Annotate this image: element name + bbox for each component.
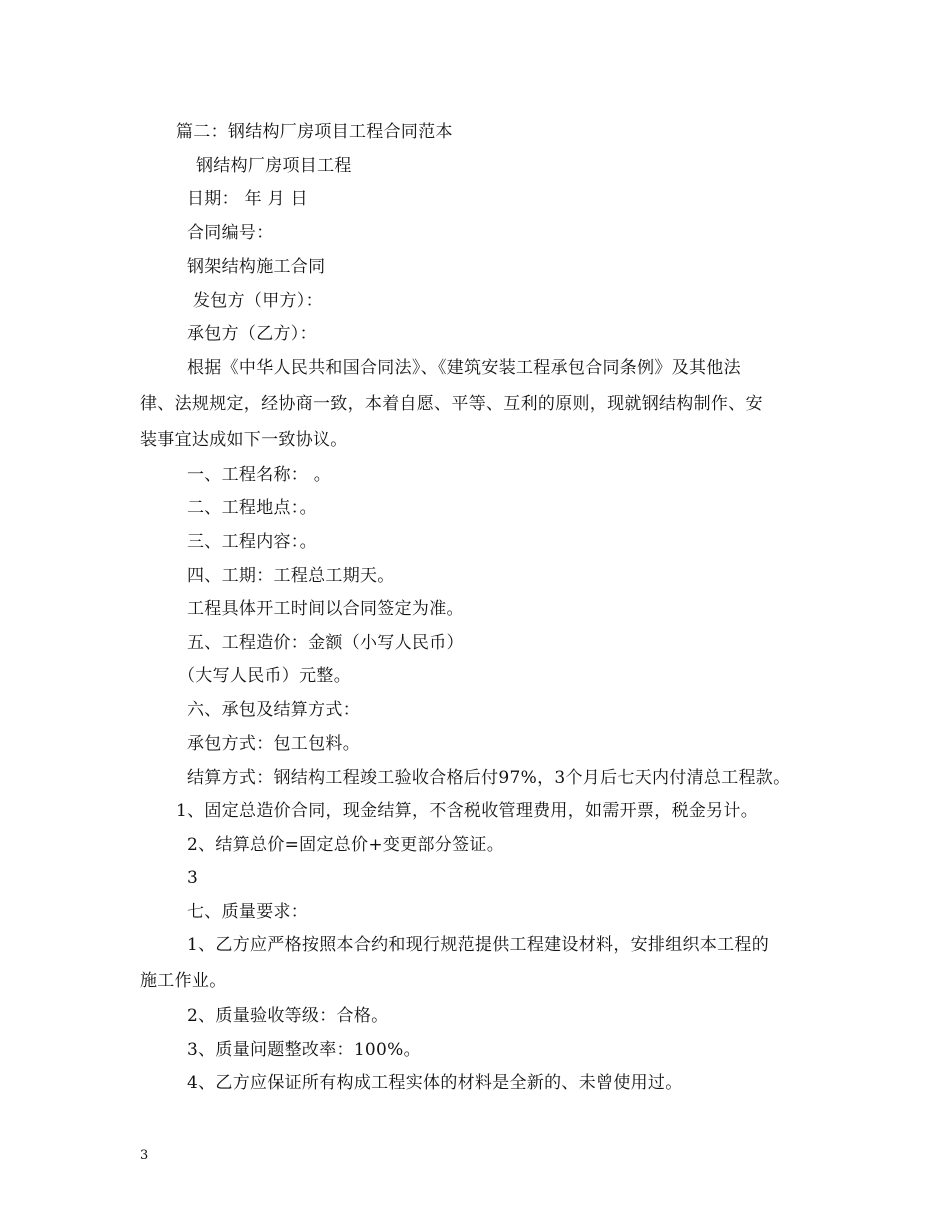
stray-number: 3 <box>187 868 199 888</box>
settlement-item-1: 1、固定总造价合同，现金结算，不含税收管理费用，如需开票，税金另计。 <box>176 801 759 821</box>
clause-duration: 四、工期：工程总工期天。 <box>187 566 395 586</box>
quality-item-1-line-2: 施工作业。 <box>140 971 227 991</box>
date-line: 日期： 年 月 日 <box>187 189 308 209</box>
quality-item-3: 3、质量问题整改率：100%。 <box>187 1040 421 1060</box>
clause-project-location: 二、工程地点：。 <box>187 498 317 518</box>
project-title: 钢结构厂房项目工程 <box>196 156 352 176</box>
clause-start-time: 工程具体开工时间以合同签定为准。 <box>187 599 464 619</box>
party-b-line: 承包方（乙方）： <box>187 324 317 344</box>
quality-item-1-line-1: 1、乙方应严格按照本合约和现行规范提供工程建设材料，安排组织本工程的 <box>187 935 770 955</box>
clause-settlement-heading: 六、承包及结算方式： <box>187 700 360 720</box>
contract-title: 钢架结构施工合同 <box>187 257 326 277</box>
clause-quality-heading: 七、质量要求： <box>187 902 309 922</box>
clause-project-content: 三、工程内容：。 <box>187 532 317 552</box>
settlement-item-2: 2、结算总价=固定总价+变更部分签证。 <box>187 835 505 855</box>
clause-project-name: 一、工程名称： 。 <box>187 465 332 485</box>
section-heading: 篇二：钢结构厂房项目工程合同范本 <box>176 122 453 142</box>
clause-price-capital: （大写人民币）元整。 <box>178 666 351 686</box>
quality-item-2: 2、质量验收等级：合格。 <box>187 1006 389 1026</box>
preamble-line-3: 装事宜达成如下一致协议。 <box>140 430 348 450</box>
party-a-line: 发包方（甲方）： <box>193 291 323 311</box>
preamble-line-1: 根据《中华人民共和国合同法》、《建筑安装工程承包合同条例》及其他法 <box>187 358 741 378</box>
preamble-line-2: 律、法规规定，经协商一致，本着自愿、平等、互利的原则，现就钢结构制作、安 <box>140 394 763 414</box>
clause-price: 五、工程造价：金额（小写人民币） <box>187 633 464 653</box>
settlement-method: 结算方式：钢结构工程竣工验收合格后付97%，3个月后七天内付清总工程款。 <box>187 768 791 788</box>
quality-item-4: 4、乙方应保证所有构成工程实体的材料是全新的、未曾使用过。 <box>187 1073 683 1093</box>
contract-number-line: 合同编号： <box>187 223 274 243</box>
page-number: 3 <box>140 1148 149 1163</box>
contracting-method: 承包方式：包工包料。 <box>187 734 360 754</box>
